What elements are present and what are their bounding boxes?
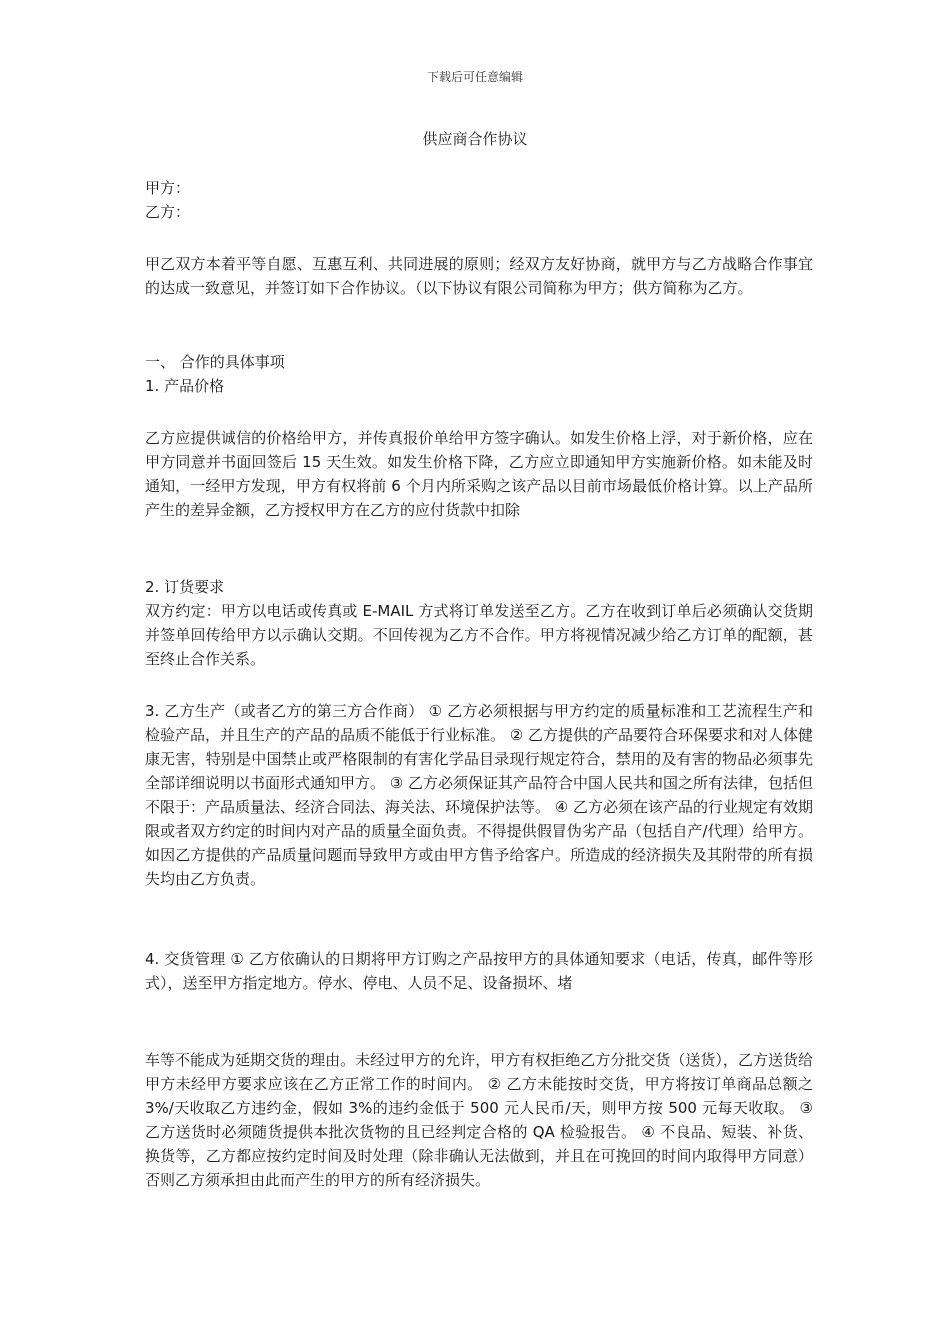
item-1-paragraph: 乙方应提供诚信的价格给甲方，并传真报价单给甲方签字确认。如发生价格上浮，对于新价格，应在甲方同意并书面回签后 15 天生效。如发生价格下降，乙方应立即通知甲方实施新价格。如未能及时通知，一经甲方发现，甲方有权将前 6 个月内所采购之该产品以目前市场最低价格计算。以上产品所产生的差异金额，乙方授权甲方在乙方的应付货款中扣除	[145, 429, 813, 519]
item-2-heading: 2. 订货要求	[145, 578, 225, 596]
item-2-paragraph: 双方约定：甲方以电话或传真或 E-MAIL 方式将订单发送至乙方。乙方在收到订单后必须确认交货期并签单回传给甲方以示确认交期。不回传视为乙方不合作。甲方将视情况减少给乙方订单的配额，甚至终止合作关系。	[145, 602, 813, 668]
document-title: 供应商合作协议	[422, 130, 528, 148]
item-4-continued-paragraph: 车等不能成为延期交货的理由。未经过甲方的允许，甲方有权拒绝乙方分批交货（送货），乙方送货给甲方未经甲方要求应该在乙方正常工作的时间内。 ② 乙方未能按时交货，甲方将按订单商品总额之 3%/天收取乙方违约金，假如 3%的违约金低于 500 元人民币/天，则甲方按 500 元每天收取。 ③ 乙方送货时必须随货提供本批次货物的且已经判定合格的 QA 检验报告。 ④ 不良品、短装、补货、换货等，乙方都应按约定时间及时处理（除非确认无法做到，并且在可挽回的时间内取得甲方同意）否则乙方须承担由此而产生的甲方的所有经济损失。	[145, 1051, 813, 1189]
item-1-heading: 1. 产品价格	[145, 377, 225, 395]
party-b-label: 乙方：	[145, 203, 191, 221]
party-a-label: 甲方：	[145, 179, 191, 197]
intro-paragraph: 甲乙双方本着平等自愿、互惠互利、共同进展的原则；经双方友好协商，就甲方与乙方战略合作事宜的达成一致意见，并签订如下合作协议。（以下协议有限公司简称为甲方；供方简称为乙方。	[145, 255, 813, 297]
item-4-paragraph: 4. 交货管理 ① 乙方依确认的日期将甲方订购之产品按甲方的具体通知要求（电话，传真，邮件等形式），送至甲方指定地方。停水、停电、人员不足、设备损坏、堵	[145, 950, 813, 992]
item-3-paragraph: 3. 乙方生产（或者乙方的第三方合作商） ① 乙方必须根据与甲方约定的质量标准和工艺流程生产和检验产品，并且生产的产品的品质不能低于行业标准。 ② 乙方提供的产品要符合环保要求和对人体健康无害，特别是中国禁止或严格限制的有害化学品目录现行规定符合，禁用的及有害的物品必须事先全部详细说明以书面形式通知甲方。 ③ 乙方必须保证其产品符合中国人民共和国之所有法律，包括但不限于：产品质量法、经济合同法、海关法、环境保护法等。 ④ 乙方必须在该产品的行业规定有效期限或者双方约定的时间内对产品的质量全面负责。不得提供假冒伪劣产品（包括自产/代理）给甲方。如因乙方提供的产品质量问题而导致甲方或由甲方售予给客户。所造成的经济损失及其附带的所有损失均由乙方负责。	[145, 702, 813, 888]
header-note: 下载后可任意编辑	[426, 70, 523, 84]
section-1-heading: 一、 合作的具体事项	[145, 353, 285, 371]
